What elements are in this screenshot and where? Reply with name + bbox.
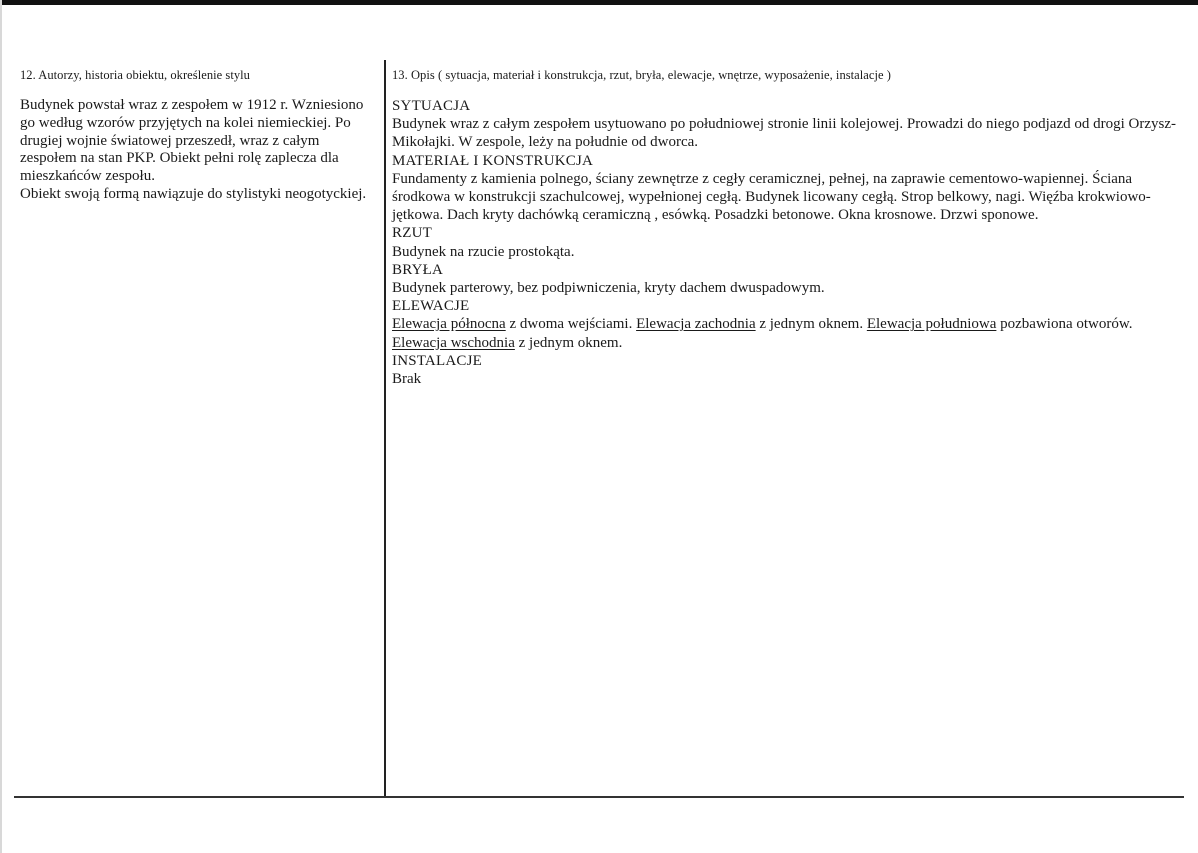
description-table	[14, 60, 1184, 797]
section-title-bryla: BRYŁA	[392, 261, 444, 278]
section-text-material: Fundamenty z kamienia polnego, ściany zewnętrze z cegły ceramicznej, pełnej, na zaprawie cementowo-wapiennej. Ściana środkowa w konstrukcji szachulcowej, wypełnionej cegłą. Budynek licowany cegłą. Strop belkowy, nagi. Więźba krokwiowo-jętkowa. Dach kryty dachówką ceramiczną , esówką. Posadzki betonowe. Okna krosnowe. Drzwi sponowe.	[392, 170, 1151, 224]
elevation-east-text: z jednym oknem.	[514, 334, 623, 351]
description-column	[392, 60, 1182, 388]
section-title-rzut: RZUT	[392, 225, 432, 242]
elevation-south-text: pozbawiona otworów.	[996, 316, 1133, 333]
table-bottom-rule	[14, 796, 1184, 798]
history-heading: 12. Autorzy, historia obiektu, określenie stylu	[20, 68, 250, 82]
elevation-west-label: Elewacja zachodnia	[636, 316, 756, 333]
history-column	[20, 60, 376, 204]
elevation-west-text: z jednym oknem.	[755, 316, 867, 333]
section-text-instalacje: Brak	[392, 371, 422, 388]
page-top-edge	[0, 0, 1198, 5]
column-divider	[384, 60, 386, 797]
section-text-bryla: Budynek parterowy, bez podpiwniczenia, kryty dachem dwuspadowym.	[392, 280, 825, 297]
style-paragraph: Obiekt swoją formą nawiązuje do stylistyki neogotyckiej.	[20, 185, 367, 202]
elevation-north-label: Elewacja północna	[392, 316, 506, 333]
elevation-east-label: Elewacja wschodnia	[392, 334, 515, 351]
section-title-sytuacja: SYTUACJA	[392, 98, 471, 114]
elevation-south-label: Elewacja południowa	[866, 316, 997, 333]
section-text-sytuacja: Budynek wraz z całym zespołem usytuowano po południowej stronie linii kolejowej. Prowadzi do niego podjazd od drogi Orzysz-Mikołajki. W zespole, leży na południe od dworca.	[392, 116, 1176, 151]
page-left-edge	[0, 0, 2, 853]
section-title-material: MATERIAŁ I KONSTRUKCJA	[392, 152, 594, 169]
section-title-elewacje: ELEWACJE	[392, 298, 470, 315]
description-heading: 13. Opis ( sytuacja, materiał i konstrukcja, rzut, bryła, elewacje, wnętrze, wyposażenie, instalacje )	[392, 68, 892, 82]
section-text-rzut: Budynek na rzucie prostokąta.	[392, 243, 575, 260]
section-text-elewacje	[392, 315, 1182, 351]
elevation-north-text: z dwoma wejściami.	[505, 316, 637, 333]
history-paragraph: Budynek powstał wraz z zespołem w 1912 r. Wzniesiono go według wzorów przyjętych na kolei niemieckiej. Po drugiej wojnie światowej przeszedł, wraz z całym zespołem na stan PKP. Obiekt pełni rolę zaplecza dla mieszkańców zespołu.	[20, 97, 364, 185]
section-title-instalacje: INSTALACJE	[392, 352, 482, 369]
